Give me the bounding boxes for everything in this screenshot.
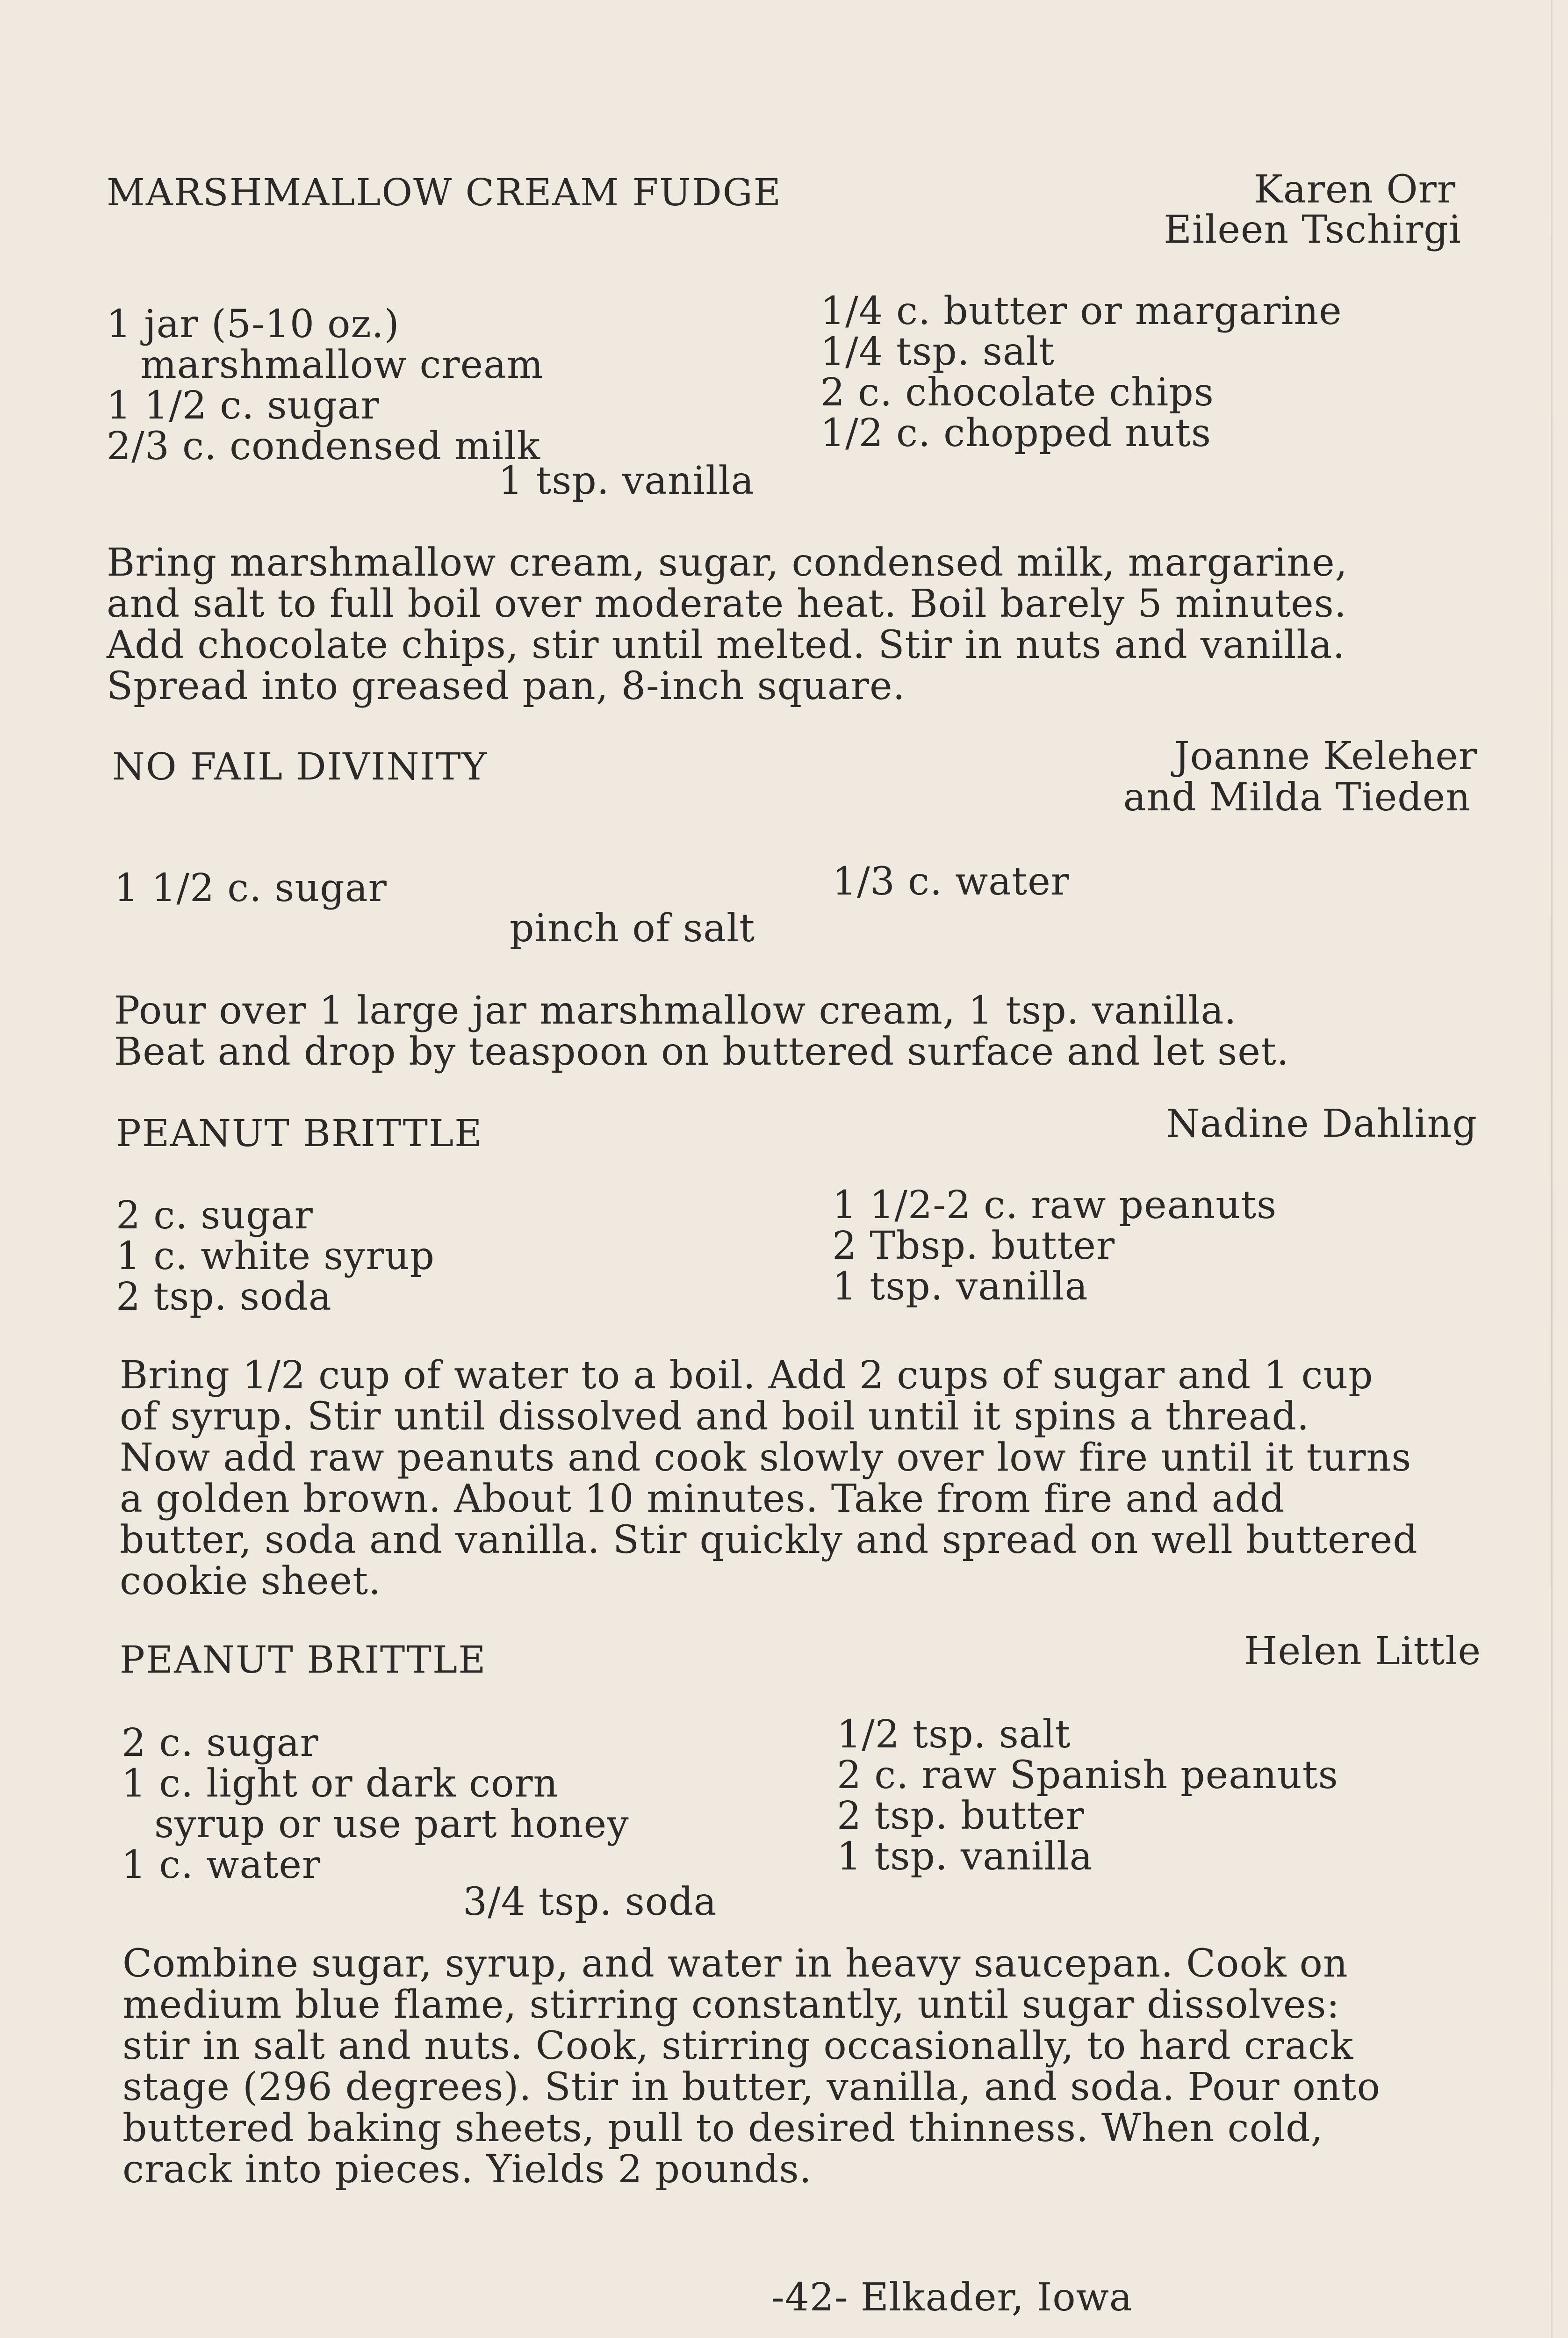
ingredient: 2/3 c. condensed milk: [107, 424, 541, 469]
ingredient: syrup or use part honey: [154, 1802, 629, 1847]
page-footer: -42- Elkader, Iowa: [771, 2275, 1133, 2320]
direction-line: Bring 1/2 cup of water to a boil. Add 2 cups of sugar and 1 cup: [120, 1353, 1374, 1398]
ingredient: 1/2 tsp. salt: [837, 1712, 1071, 1757]
ingredient: 1/4 c. butter or margarine: [820, 289, 1342, 333]
recipe-title: MARSHMALLOW CREAM FUDGE: [107, 171, 782, 214]
ingredient: 1/3 c. water: [832, 859, 1070, 904]
direction-line: Pour over 1 large jar marshmallow cream, 1 tsp. vanilla.: [114, 989, 1237, 1033]
ingredient: 2 tsp. soda: [116, 1275, 332, 1319]
recipe-title: NO FAIL DIVINITY: [112, 745, 488, 788]
direction-line: medium blue flame, stirring constantly, until sugar dissolves:: [122, 1983, 1340, 2027]
ingredient: pinch of salt: [510, 906, 755, 951]
direction-line: Spread into greased pan, 8-inch square.: [107, 664, 906, 708]
page-binding-edge: [1551, 0, 1553, 2338]
ingredient: 1 tsp. vanilla: [832, 1264, 1088, 1309]
recipe-author: Karen Orr: [1254, 167, 1456, 212]
ingredient: 1 tsp. vanilla: [498, 459, 755, 503]
direction-line: Beat and drop by teaspoon on buttered surface and let set.: [114, 1030, 1289, 1074]
direction-line: Now add raw peanuts and cook slowly over low fire until it turns: [120, 1436, 1412, 1480]
direction-line: of syrup. Stir until dissolved and boil until it spins a thread.: [120, 1394, 1310, 1439]
ingredient: 1/2 c. chopped nuts: [820, 411, 1211, 455]
direction-line: stir in salt and nuts. Cook, stirring occasionally, to hard crack: [122, 2024, 1354, 2068]
recipe-author: Helen Little: [1244, 1629, 1481, 1674]
ingredient: 1/4 tsp. salt: [820, 330, 1055, 374]
ingredient: marshmallow cream: [140, 343, 544, 387]
direction-line: Combine sugar, syrup, and water in heavy saucepan. Cook on: [122, 1941, 1348, 1986]
ingredient: 3/4 tsp. soda: [463, 1880, 717, 1924]
ingredient: 1 c. light or dark corn: [122, 1761, 559, 1806]
ingredient: 2 c. sugar: [116, 1193, 313, 1238]
ingredient: 2 c. raw Spanish peanuts: [837, 1753, 1338, 1797]
direction-line: cookie sheet.: [120, 1559, 381, 1603]
direction-line: butter, soda and vanilla. Stir quickly and spread on well buttered: [120, 1518, 1418, 1562]
direction-line: Bring marshmallow cream, sugar, condensed milk, margarine,: [107, 541, 1348, 585]
ingredient: 2 Tbsp. butter: [832, 1224, 1115, 1268]
ingredient: 2 c. chocolate chips: [820, 370, 1214, 415]
ingredient: 1 1/2 c. sugar: [107, 383, 380, 428]
direction-line: crack into pieces. Yields 2 pounds.: [122, 2147, 812, 2192]
direction-line: a golden brown. About 10 minutes. Take from fire and add: [120, 1477, 1285, 1521]
ingredient: 1 c. water: [122, 1843, 321, 1887]
ingredient: 1 1/2-2 c. raw peanuts: [832, 1183, 1277, 1227]
recipe-title: PEANUT BRITTLE: [116, 1111, 483, 1155]
recipe-author: Eileen Tschirgi: [1164, 208, 1461, 252]
direction-line: stage (296 degrees). Stir in butter, vanilla, and soda. Pour onto: [122, 2065, 1381, 2109]
recipe-author: Nadine Dahling: [1166, 1102, 1477, 1146]
recipe-author: and Milda Tieden: [1123, 775, 1471, 820]
ingredient: 1 tsp. vanilla: [837, 1834, 1093, 1879]
ingredient: 1 c. white syrup: [116, 1234, 435, 1278]
ingredient: 1 1/2 c. sugar: [114, 866, 387, 910]
ingredient: 1 jar (5-10 oz.): [107, 302, 400, 346]
ingredient: 2 tsp. butter: [837, 1794, 1085, 1838]
direction-line: buttered baking sheets, pull to desired thinness. When cold,: [122, 2106, 1323, 2150]
recipe-title: PEANUT BRITTLE: [120, 1638, 487, 1681]
recipe-author: Joanne Keleher: [1174, 734, 1477, 779]
direction-line: Add chocolate chips, stir until melted. Stir in nuts and vanilla.: [107, 623, 1345, 667]
ingredient: 2 c. sugar: [122, 1721, 319, 1765]
direction-line: and salt to full boil over moderate heat. Boil barely 5 minutes.: [107, 582, 1347, 626]
